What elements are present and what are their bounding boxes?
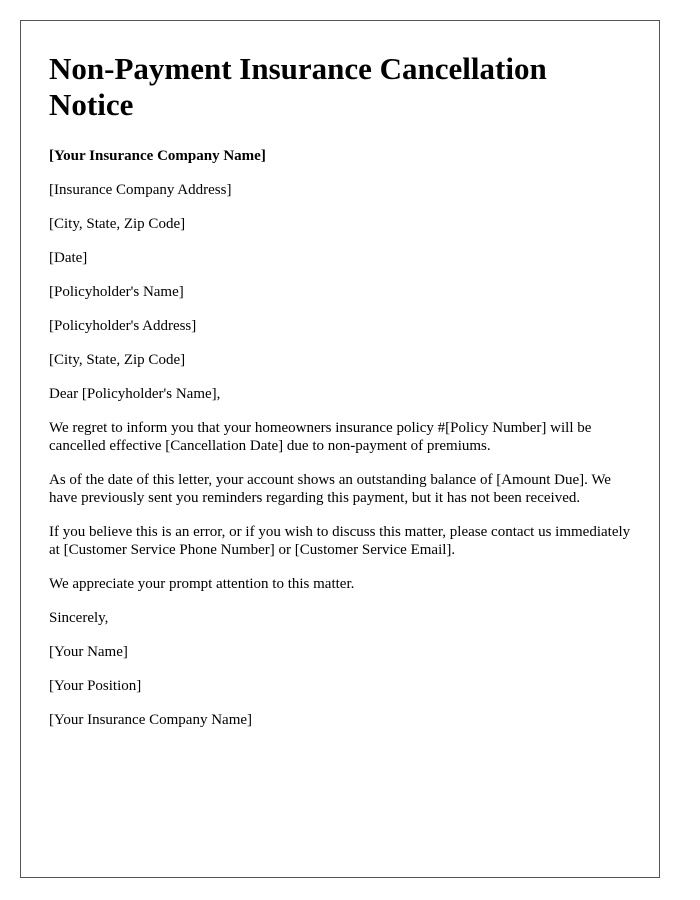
- body-paragraph-cancellation: We regret to inform you that your homeowners insurance policy #[Policy Number] will be cancelled effective [Cancellation Date] due to non-payment of premiums.: [49, 420, 592, 454]
- body-paragraph-contact: If you believe this is an error, or if you wish to discuss this matter, please contact us immediately at [Customer Service Phone Number] or [Customer Service Email].: [49, 524, 631, 558]
- letter-title: Non-Payment Insurance Cancellation Notice: [49, 51, 547, 122]
- policyholder-address: [Policyholder's Address]: [49, 318, 197, 334]
- closing: Sincerely,: [49, 610, 109, 626]
- letter-date: [Date]: [49, 250, 88, 266]
- body-paragraph-appreciation: We appreciate your prompt attention to this matter.: [49, 576, 355, 592]
- signer-name: [Your Name]: [49, 644, 128, 660]
- company-name: [Your Insurance Company Name]: [49, 148, 266, 164]
- body-paragraph-balance: As of the date of this letter, your account shows an outstanding balance of [Amount Due]. We have previously sent you reminders regarding this payment, but it has not been received.: [49, 472, 611, 506]
- signer-position: [Your Position]: [49, 678, 142, 694]
- policyholder-city-state-zip: [City, State, Zip Code]: [49, 352, 186, 368]
- signer-company: [Your Insurance Company Name]: [49, 712, 253, 728]
- policyholder-name: [Policyholder's Name]: [49, 284, 184, 300]
- salutation: Dear [Policyholder's Name],: [49, 386, 221, 402]
- company-city-state-zip: [City, State, Zip Code]: [49, 216, 186, 232]
- company-address: [Insurance Company Address]: [49, 182, 232, 198]
- letter-page: [20, 20, 660, 878]
